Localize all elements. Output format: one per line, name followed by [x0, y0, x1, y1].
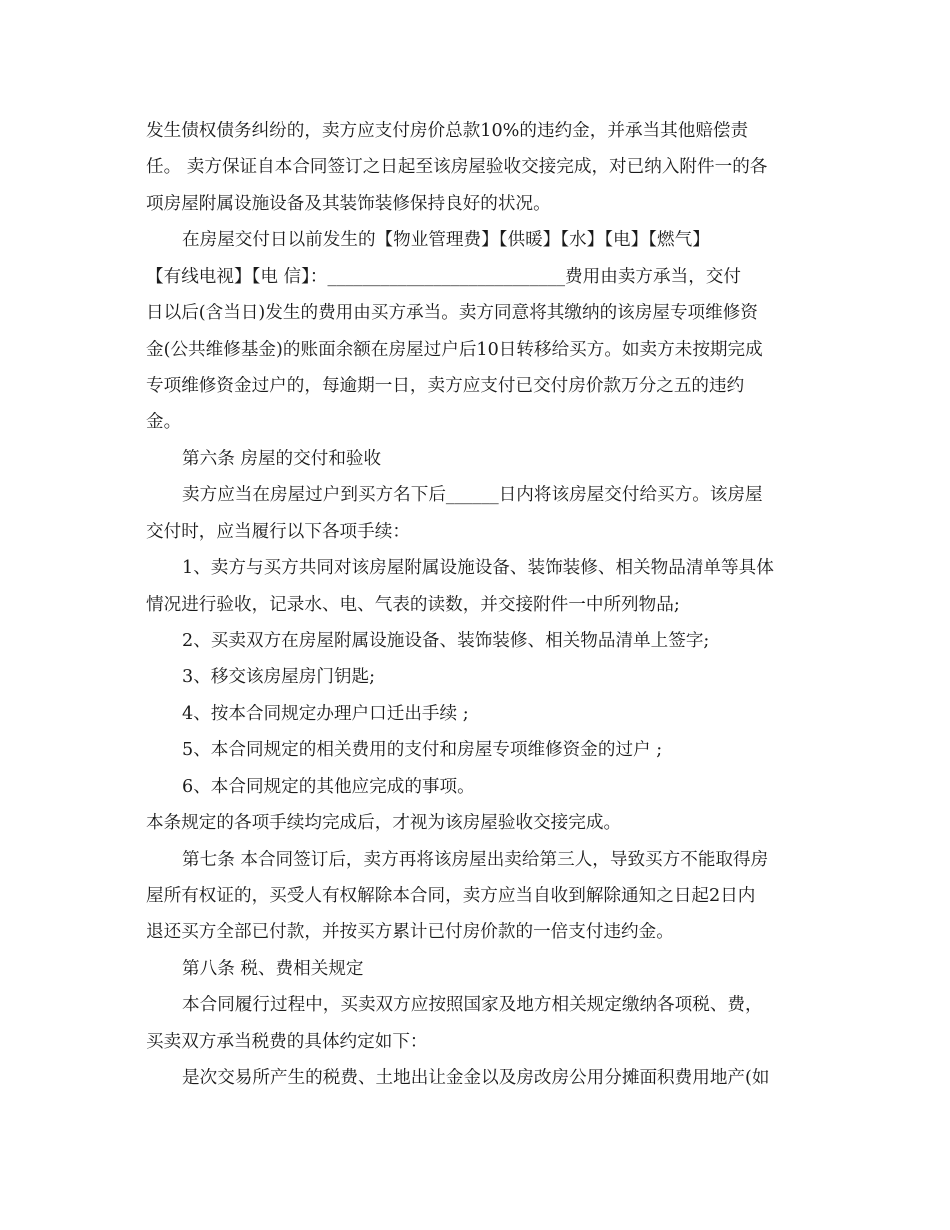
text-line: 买卖双方承当税费的具体约定如下： [146, 1032, 428, 1052]
text-line: 交付时，应当履行以下各项手续： [146, 522, 410, 542]
text-line: 卖方应当在房屋过户到买方名下后______日内将该房屋交付给买方。该房屋 [182, 485, 763, 505]
text-line: 任。 卖方保证自本合同签订之日起至该房屋验收交接完成，对已纳入附件一的各 [146, 157, 768, 177]
text-line: 本合同履行过程中，买卖双方应按照国家及地方相关规定缴纳各项税、费， [182, 995, 763, 1015]
text-line: 退还买方全部已付款，并按买方累计已付房价款的一倍支付违约金。 [146, 922, 674, 942]
list-item: 2、买卖双方在房屋附属设施设备、装饰装修、相关物品清单上签字; [182, 631, 710, 651]
text-line: 是次交易所产生的税费、土地出让金金以及房改房公用分摊面积费用地产(如 [182, 1068, 770, 1088]
section-heading: 第七条 本合同签订后，卖方再将该房屋出卖给第三人，导致买方不能取得房 [182, 850, 769, 870]
text-line: 金(公共维修基金)的账面余额在房屋过户后10日转移给买方。如卖方未按期完成 [146, 340, 763, 360]
text-line: 专项维修资金过户的，每逾期一日，卖方应支付已交付房价款万分之五的违约 [146, 376, 745, 396]
section-heading: 第八条 税、费相关规定 [182, 959, 364, 979]
text-line: 屋所有权证的，买受人有权解除本合同，卖方应当自收到解除通知之日起2日内 [146, 886, 756, 906]
list-item: 4、按本合同规定办理户口迁出手续 ; [182, 704, 469, 724]
text-line: 项房屋附属设施设备及其装饰装修保持良好的状况。 [146, 194, 551, 214]
text-line: 本条规定的各项手续均完成后，才视为该房屋验收交接完成。 [146, 813, 622, 833]
text-line: 金。 [146, 412, 182, 432]
list-item: 3、移交该房屋房门钥匙; [182, 667, 376, 687]
text-line: 在房屋交付日以前发生的【物业管理费】【供暖】【水】【电】【燃气】 [182, 230, 710, 250]
text-line: 日以后(含当日)发生的费用由买方承当。卖方同意将其缴纳的该房屋专项维修资 [146, 303, 758, 323]
section-heading: 第六条 房屋的交付和验收 [182, 449, 382, 469]
text-line: 情况进行验收，记录水、电、气表的读数，并交接附件一中所列物品; [146, 595, 680, 615]
list-item: 1、卖方与买方共同对该房屋附属设施设备、装饰装修、相关物品清单等具体 [182, 558, 774, 578]
list-item: 6、本合同规定的其他应完成的事项。 [182, 777, 475, 797]
text-line: 发生债权债务纠纷的，卖方应支付房价总款10%的违约金，并承当其他赔偿责 [146, 121, 749, 141]
list-item: 5、本合同规定的相关费用的支付和房屋专项维修资金的过户 ; [182, 740, 663, 760]
text-line: 【有线电视】【电 信】：___________________________费用由卖方承当，交付 [146, 267, 741, 287]
